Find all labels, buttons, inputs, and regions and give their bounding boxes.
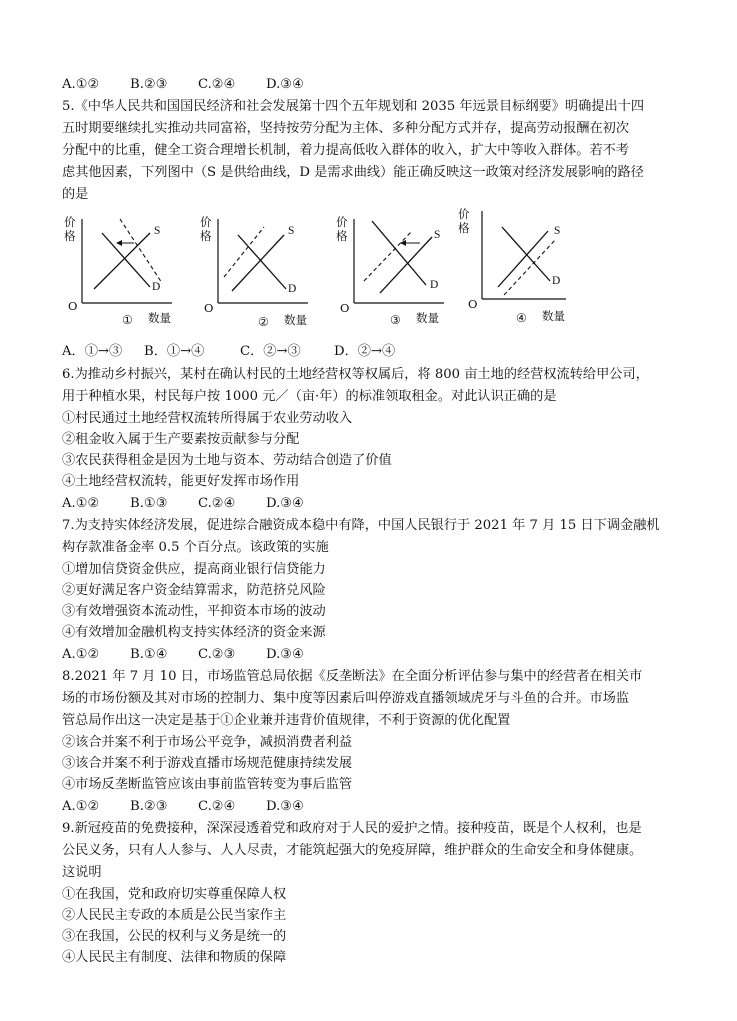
- x-axis-label: 数量: [416, 311, 439, 325]
- q5-stem-line: 5.《中华人民共和国国民经济和社会发展第十四个五年规划和 2035 年远景目标纲要》明确提出十四: [62, 99, 645, 114]
- s-label: S: [434, 229, 441, 241]
- option-a[interactable]: A.①②: [62, 647, 100, 662]
- q7-item: ①增加信贷资金供应，提高商业银行信贷能力: [62, 562, 326, 577]
- option-d[interactable]: D.③④: [266, 799, 304, 814]
- q9-stem-line: 这说明: [62, 865, 102, 880]
- q8-stem-line: 管总局作出这一决定是基于①企业兼并违背价值规律，不利于资源的优化配置: [62, 713, 511, 728]
- q6-item: ②租金收入属于生产要素按贡献参与分配: [62, 432, 300, 447]
- q5-stem-line: 的是: [62, 187, 89, 202]
- d-label: D: [552, 275, 561, 287]
- shifted-supply-curve: [364, 231, 412, 281]
- option-a[interactable]: A．①→③: [62, 344, 123, 359]
- graph-2: [200, 207, 315, 337]
- graph-3: [336, 207, 451, 337]
- q5-stem-line: 分配中的比重，健全工资合理增长机制，着力提高低收入群体的收入，扩大中等收入群体。若不考: [62, 143, 630, 158]
- q6-item: ①村民通过土地经营权流转所得属于农业劳动收入: [62, 411, 353, 426]
- origin-label: O: [468, 297, 478, 311]
- shifted-curve: [504, 239, 556, 295]
- option-d[interactable]: D.③④: [266, 77, 304, 92]
- arrow-head: [116, 240, 122, 246]
- s-label: S: [554, 225, 561, 237]
- q8-item: ②该合并案不利于市场公平竞争，减损消费者利益: [62, 735, 353, 750]
- supply-curve: [498, 231, 548, 287]
- option-b[interactable]: B.②③: [130, 799, 168, 814]
- graph-1: [64, 207, 179, 337]
- option-b[interactable]: B.②③: [130, 77, 168, 92]
- option-b[interactable]: B．①→④: [144, 344, 205, 359]
- q7-options: [62, 645, 334, 665]
- s-label: S: [154, 225, 161, 237]
- d-label: D: [152, 281, 161, 293]
- s-label: S: [288, 225, 295, 237]
- option-c[interactable]: C.②③: [198, 647, 236, 662]
- supply-curve: [232, 235, 284, 291]
- q6-item: ④土地经营权流转，能更好发挥市场作用: [62, 474, 300, 489]
- origin-label: O: [68, 299, 78, 313]
- origin-label: O: [204, 301, 214, 315]
- graph-number: ③: [390, 313, 401, 327]
- option-a[interactable]: A.①②: [62, 799, 100, 814]
- shifted-supply-curve: [224, 227, 264, 277]
- graph-number: ④: [516, 311, 527, 325]
- option-b[interactable]: B.①③: [130, 496, 168, 511]
- option-c[interactable]: C.②④: [198, 77, 236, 92]
- q8-stem-line: 8.2021 年 7 月 10 日，市场监管总局依据《反垄断法》在全面分析评估参与集中的经营者在相关市: [62, 669, 643, 684]
- q5-stem-line: 五时期要继续扎实推动共同富裕，坚持按劳分配为主体、多种分配方式并存，提高劳动报酬在初次: [62, 121, 630, 136]
- demand-curve: [238, 235, 286, 289]
- y-axis-label: 价格: [336, 215, 348, 243]
- q8-stem-line: 场的市场份额及其对市场的控制力、集中度等因素后叫停游戏直播领域虎牙与斗鱼的合并。市场监: [62, 691, 630, 706]
- graph-4: [458, 207, 573, 337]
- q6-options: [62, 494, 334, 514]
- option-d[interactable]: D.③④: [266, 647, 304, 662]
- q4-options: [62, 75, 334, 95]
- x-axis-label: 数量: [148, 311, 171, 325]
- option-c[interactable]: C．②→③: [240, 344, 301, 359]
- x-axis-label: 数量: [284, 313, 307, 327]
- x-axis-label: 数量: [542, 309, 565, 323]
- q9-item: ①在我国，党和政府切实尊重保障人权: [62, 887, 287, 902]
- supply-demand-graphs: [62, 207, 680, 347]
- option-d[interactable]: D．②→④: [334, 344, 396, 359]
- q6-stem-line: 用于种植水果，村民每户按 1000 元／（亩·年）的标准领取租金。对此认识正确的是: [62, 389, 557, 404]
- q9-item: ②人民民主专政的本质是公民当家作主: [62, 908, 287, 923]
- option-d[interactable]: D.③④: [266, 496, 304, 511]
- option-c[interactable]: C.②④: [198, 496, 236, 511]
- y-axis-label: 价格: [64, 215, 76, 243]
- q8-item: ④市场反垄断监管应该由事前监管转变为事后监管: [62, 777, 353, 792]
- option-a[interactable]: A.①②: [62, 77, 100, 92]
- arrow-head: [400, 240, 406, 246]
- q8-item: ③该合并案不利于游戏直播市场规范健康持续发展: [62, 756, 353, 771]
- q5-stem-line: 虑其他因素，下列图中（S 是供给曲线，D 是需求曲线）能正确反映这一政策对经济发展影响的路径: [62, 165, 644, 180]
- option-a[interactable]: A.①②: [62, 496, 100, 511]
- graph-number: ②: [258, 315, 269, 329]
- q6-item: ③农民获得租金是因为土地与资本、劳动结合创造了价值: [62, 453, 392, 468]
- q7-item: ③有效增强资本流动性，平抑资本市场的波动: [62, 604, 326, 619]
- q7-item: ④有效增加金融机构支持实体经济的资金来源: [62, 625, 326, 640]
- d-label: D: [288, 283, 297, 295]
- d-label: D: [430, 279, 439, 291]
- q7-item: ②更好满足客户资金结算需求，防范挤兑风险: [62, 583, 326, 598]
- q7-stem-line: 构存款准备金率 0.5 个百分点。该政策的实施: [62, 540, 329, 555]
- q9-item: ③在我国，公民的权利与义务是统一的: [62, 929, 287, 944]
- q5-options: [62, 342, 424, 362]
- q8-options: [62, 797, 334, 817]
- option-c[interactable]: C.②④: [198, 799, 236, 814]
- q7-stem-line: 7.为支持实体经济发展，促进综合融资成本稳中有降，中国人民银行于 2021 年 7 月 15 日下调金融机: [62, 518, 660, 533]
- graph-number: ①: [122, 313, 133, 327]
- q6-stem-line: 6.为推动乡村振兴，某村在确认村民的土地经营权等权属后，将 800 亩土地的经营权流转给甲公司，: [62, 367, 649, 382]
- origin-label: O: [340, 301, 350, 315]
- option-b[interactable]: B.①④: [130, 647, 168, 662]
- y-axis-label: 价格: [200, 215, 212, 243]
- q9-stem-line: 9.新冠疫苗的免费接种，深深浸透着党和政府对于人民的爱护之情。接种疫苗，既是个人权利，也是: [62, 821, 642, 836]
- q9-item: ④人民民主有制度、法律和物质的保障: [62, 950, 287, 965]
- y-axis-label: 价格: [458, 207, 470, 235]
- q9-stem-line: 公民义务，只有人人参与、人人尽责，才能筑起强大的免疫屏障，维护群众的生命安全和身体健康。: [62, 843, 643, 858]
